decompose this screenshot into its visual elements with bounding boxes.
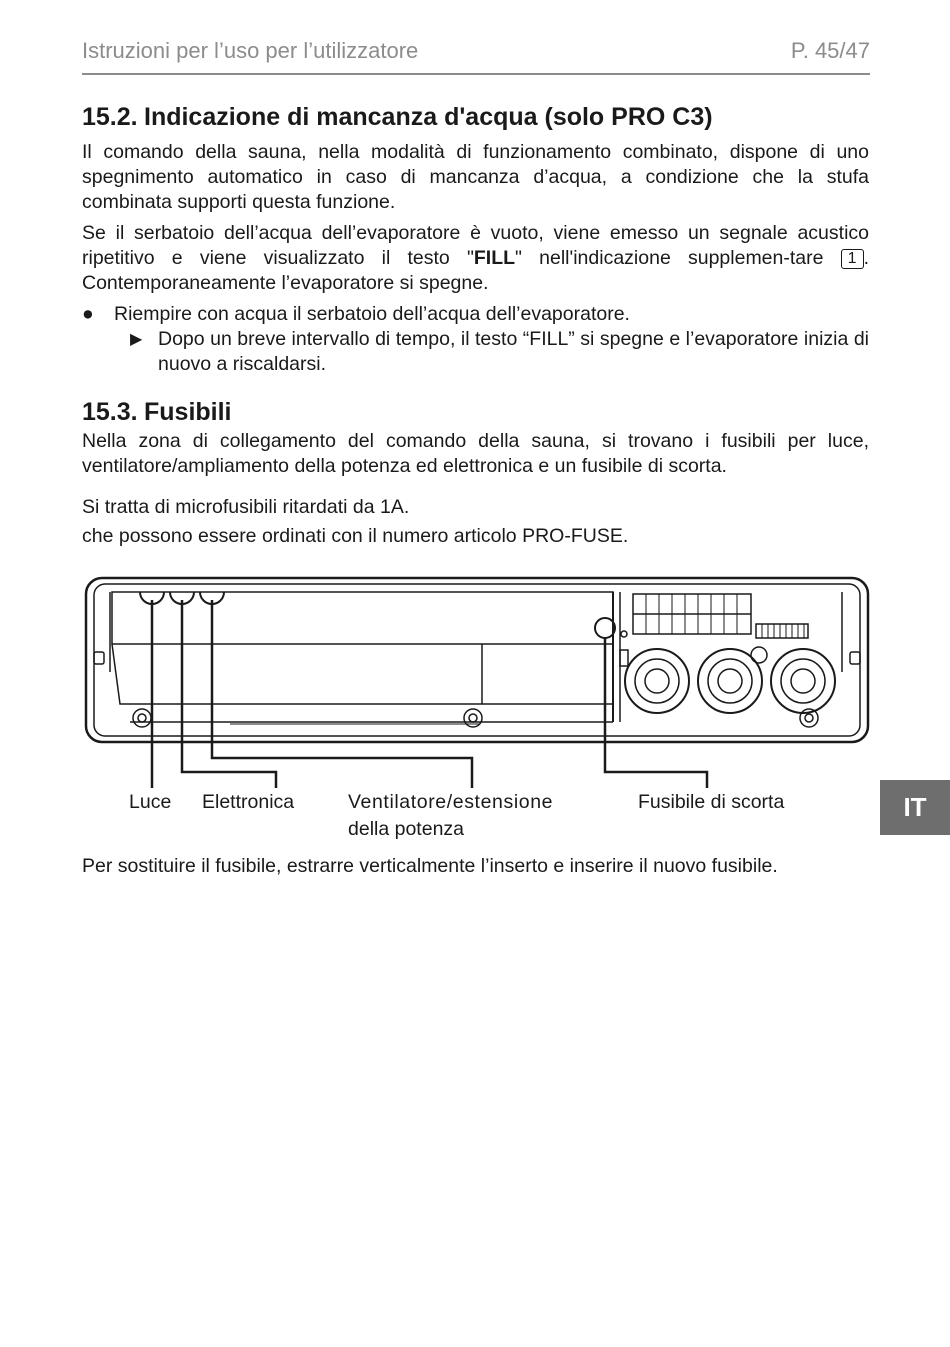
label-fan-fuse-line2: della potenza xyxy=(348,818,465,840)
result-item xyxy=(130,327,869,377)
running-header-title: Istruzioni per l’uso per l’utilizzatore xyxy=(82,38,419,63)
section-title: Indicazione di mancanza d'acqua (solo PRO C3) xyxy=(144,103,713,131)
label-fan-fuse: Ventilatore/estensione xyxy=(348,791,554,813)
paragraph: Nella zona di collegamento del comando della sauna, si trovano i fusibili per luce, ventilatore/ampliamento della potenza ed elettronica e un fusibile di scorta. xyxy=(82,430,869,477)
section-number: 15.2. xyxy=(82,103,138,131)
header-divider xyxy=(82,73,870,75)
list-item xyxy=(82,302,869,327)
label-electronics-fuse: Elettronica xyxy=(202,791,295,813)
section-title: Fusibili xyxy=(144,398,232,426)
section-heading-15-2 xyxy=(82,100,869,134)
label-spare-fuse: Fusibile di scorta xyxy=(638,791,785,813)
fuse-diagram xyxy=(80,572,872,840)
text-run: Se il serbatoio dell’acqua dell’evaporatore è vuoto, viene emesso un segnale acustico ripetitivo e viene visualizzato il testo " xyxy=(82,222,869,269)
section-number: 15.3. xyxy=(82,398,138,426)
text-run: " nell'indicazione supplemen-tare xyxy=(515,247,841,269)
language-tab: IT xyxy=(880,780,950,835)
paragraph: che possono essere ordinati con il numero articolo PRO-FUSE. xyxy=(82,525,629,547)
list-item-text: Riempire con acqua il serbatoio dell’acqua dell’evaporatore. xyxy=(114,303,630,325)
paragraph-fill xyxy=(82,221,869,296)
paragraph: Si tratta di microfusibili ritardati da 1A. xyxy=(82,496,410,518)
replacement-instruction: Per sostituire il fusibile, estrarre verticalmente l’inserto e inserire il nuovo fusibile. xyxy=(82,855,778,877)
paragraph: Il comando della sauna, nella modalità di funzionamento combinato, dispone di uno spegnimento automatico in caso di mancanza d’acqua, a condizione che la stufa combinata supporti questa funzione. xyxy=(82,141,869,213)
label-light-fuse: Luce xyxy=(129,791,172,813)
section-heading-15-3 xyxy=(82,395,869,429)
fill-keyword: FILL xyxy=(473,247,516,269)
bullet-icon: ● xyxy=(82,303,94,325)
main-content xyxy=(82,100,869,549)
display-key-1: 1 xyxy=(841,249,864,269)
result-text: Dopo un breve intervallo di tempo, il testo “FILL” si spegne e l’evaporatore inizia di nuovo a riscaldarsi. xyxy=(158,328,869,375)
control-unit-drawing xyxy=(80,572,872,792)
page-number: P. 45/47 xyxy=(790,38,870,63)
text-run: . Contemporaneamente l’evaporatore si spegne. xyxy=(82,247,869,294)
arrow-right-icon: ▶ xyxy=(130,331,143,348)
